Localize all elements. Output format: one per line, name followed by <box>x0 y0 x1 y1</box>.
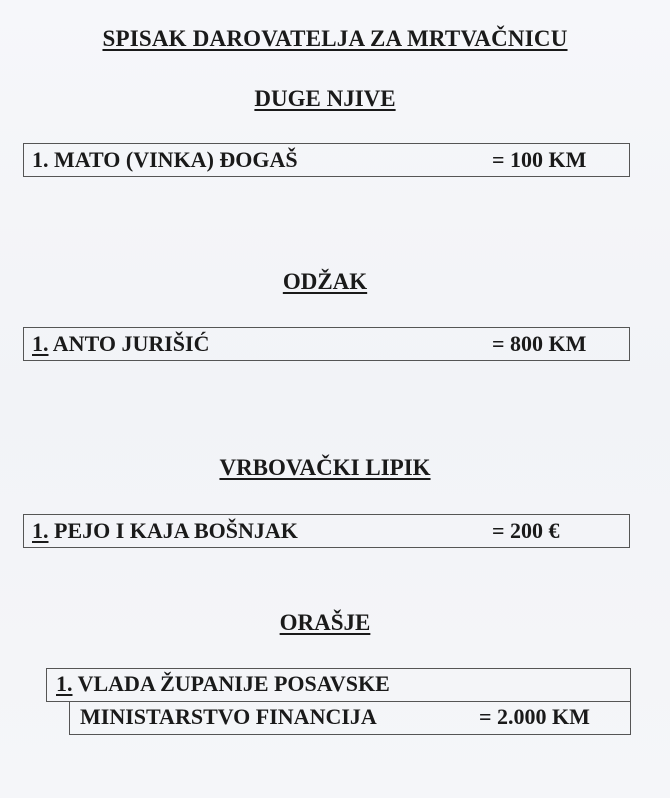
donor-name-text: VLADA ŽUPANIJE POSAVSKE <box>77 671 390 696</box>
section-heading-vrbovacki-lipik: VRBOVAČKI LIPIK <box>219 455 431 480</box>
entry-number: 1. <box>32 331 49 356</box>
section-heading-duge-njive: DUGE NJIVE <box>254 86 396 111</box>
donor-name <box>32 518 298 544</box>
donation-amount: = 200 € <box>492 518 560 543</box>
donor-name-text: ANTO JURIŠIĆ <box>52 331 210 356</box>
donation-amount: = 100 KM <box>492 147 587 172</box>
donor-name-text: PEJO I KAJA BOŠNJAK <box>54 518 298 543</box>
section-heading-orasje: ORAŠJE <box>279 610 371 635</box>
donor-name <box>32 331 209 357</box>
donor-entry-box <box>23 327 630 361</box>
donor-entry-box <box>23 143 630 177</box>
entry-number: 1. <box>32 518 49 543</box>
donation-amount: = 2.000 KM <box>479 704 590 729</box>
donor-entry-box <box>23 514 630 548</box>
donor-name-line2: MINISTARSTVO FINANCIJA <box>80 704 377 729</box>
entry-number: 1. <box>56 671 73 696</box>
donor-name-line1 <box>56 671 390 697</box>
donor-name <box>32 147 298 173</box>
donation-amount: = 800 KM <box>492 331 587 356</box>
document-title: SPISAK DAROVATELJA ZA MRTVAČNICU <box>102 26 568 51</box>
donor-name-text: MATO (VINKA) ĐOGAŠ <box>54 147 298 172</box>
entry-number: 1. <box>32 147 49 172</box>
section-heading-odzak: ODŽAK <box>282 269 368 294</box>
